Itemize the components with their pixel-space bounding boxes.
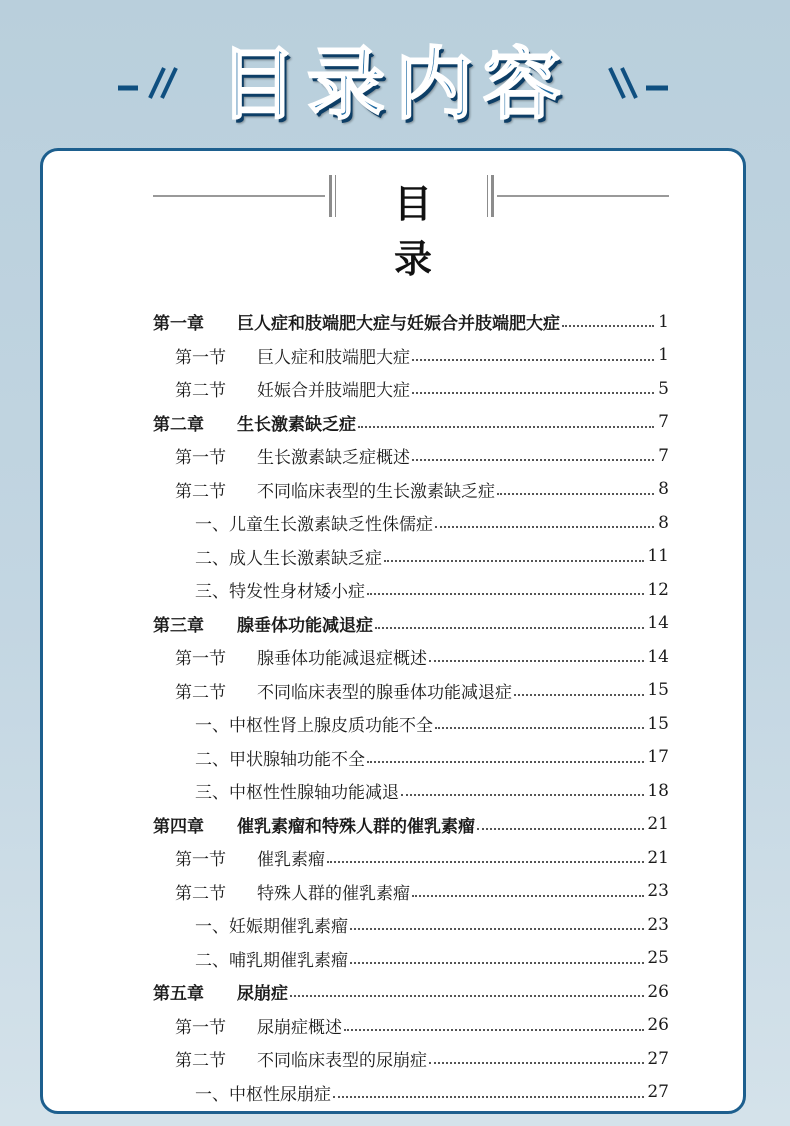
- toc-entry-label: [175, 644, 427, 669]
- toc-entry-item: [153, 707, 669, 741]
- toc-entry-item: [153, 908, 669, 942]
- dot-leader: [477, 827, 644, 830]
- toc-entry-number: 第二节: [175, 883, 226, 904]
- toc-entry-page: 25: [647, 948, 669, 969]
- header-bar: [335, 175, 336, 217]
- banner-title: 目录内容: [218, 40, 571, 130]
- toc-entry-title: 妊娠合并肢端肥大症: [257, 381, 410, 402]
- toc-entry-title: 巨人症和肢端肥大症与妊娠合并肢端肥大症: [237, 314, 560, 335]
- toc-entry-page: 23: [647, 914, 669, 935]
- toc-entry-item: [153, 942, 669, 976]
- toc-entry-title: 腺垂体功能减退症概述: [257, 649, 427, 670]
- toc-entry-title: 催乳素瘤: [257, 850, 325, 871]
- toc-entry-label: [195, 711, 433, 736]
- toc-entry-chapter: [153, 808, 669, 842]
- toc-entry-title: 特发性身材矮小症: [229, 582, 365, 603]
- toc-entry-label: [153, 611, 373, 636]
- toc-entry-page: 18: [647, 780, 669, 801]
- toc-entry-section: [153, 875, 669, 909]
- toc-entry-page: 1: [658, 345, 669, 366]
- header-rule-right: [497, 195, 669, 197]
- toc-entry-page: 17: [647, 747, 669, 768]
- toc-entry-title: 尿崩症: [237, 984, 288, 1005]
- toc-entry-number: 第五章: [153, 984, 204, 1005]
- toc-entry-number: 第一节: [175, 1017, 226, 1038]
- toc-entry-number: 二、: [195, 548, 229, 569]
- toc-entry-chapter: [153, 975, 669, 1009]
- toc-entry-label: [175, 376, 410, 401]
- toc-entry-page: 23: [647, 881, 669, 902]
- toc-entry-page: 8: [658, 479, 669, 500]
- toc-entry-page: 5: [658, 378, 669, 399]
- toc-entry-number: 第二节: [175, 1051, 226, 1072]
- toc-entry-label: [195, 544, 382, 569]
- toc-entry-page: 15: [647, 680, 669, 701]
- toc-entry-label: [195, 912, 348, 937]
- toc-entry-page: 14: [647, 613, 669, 634]
- toc-entry-label: [195, 1080, 331, 1105]
- toc-entry-number: 第一节: [175, 649, 226, 670]
- toc-entry-section: [153, 640, 669, 674]
- dot-leader: [429, 1061, 644, 1064]
- toc-entry-number: 二、: [195, 950, 229, 971]
- banner: [0, 18, 790, 128]
- dot-leader: [429, 659, 644, 662]
- dot-leader: [514, 693, 644, 696]
- toc-entry-number: 第二章: [153, 414, 204, 435]
- toc-entry-number: 第二节: [175, 381, 226, 402]
- toc-entry-title: 催乳素瘤和特殊人群的催乳素瘤: [237, 816, 475, 837]
- toc-entry-item: [153, 774, 669, 808]
- dot-leader: [344, 1028, 644, 1031]
- toc-entry-item: [153, 540, 669, 574]
- toc-entry-title: 成人生长激素缺乏症: [229, 548, 382, 569]
- toc-entry-item: [153, 506, 669, 540]
- toc-entry-title: 妊娠期催乳素瘤: [229, 917, 348, 938]
- right-slash-decoration: [604, 66, 668, 100]
- toc-entry-label: [153, 410, 356, 435]
- toc-entry-label: [153, 979, 288, 1004]
- toc-entry-title: 腺垂体功能减退症: [237, 615, 373, 636]
- toc-entry-item: [153, 573, 669, 607]
- toc-entry-page: 27: [647, 1082, 669, 1103]
- dot-leader: [435, 726, 644, 729]
- dot-leader: [350, 961, 644, 964]
- toc-entry-title: 特殊人群的催乳素瘤: [257, 883, 410, 904]
- toc-entry-section: [153, 473, 669, 507]
- toc-entry-label: [175, 678, 512, 703]
- toc-entry-number: 一、: [195, 515, 229, 536]
- card-title: 目 录: [393, 181, 472, 281]
- toc-entry-number: 一、: [195, 716, 229, 737]
- toc-entry-label: [175, 1046, 427, 1071]
- toc-entry-label: [195, 946, 348, 971]
- dot-leader: [333, 1095, 644, 1098]
- toc-entry-page: 26: [647, 1015, 669, 1036]
- toc-entry-title: 哺乳期催乳素瘤: [229, 950, 348, 971]
- dot-leader: [290, 994, 644, 997]
- toc-entry-page: 21: [647, 814, 669, 835]
- card-header: [153, 173, 669, 281]
- toc-entry-section: [153, 339, 669, 373]
- toc-entry-title: 生长激素缺乏症: [237, 414, 356, 435]
- toc-entry-section: [153, 439, 669, 473]
- dot-leader: [384, 559, 644, 562]
- toc-entry-page: 26: [647, 981, 669, 1002]
- toc-entry-label: [195, 510, 433, 535]
- toc-entry-page: 21: [647, 847, 669, 868]
- dot-leader: [435, 525, 654, 528]
- toc-entry-number: 二、: [195, 749, 229, 770]
- dot-leader: [412, 458, 654, 461]
- toc-entry-label: [195, 778, 399, 803]
- toc-entry-title: 儿童生长激素缺乏性侏儒症: [229, 515, 433, 536]
- dot-leader: [497, 492, 654, 495]
- toc-entry-label: [175, 1013, 342, 1038]
- header-rule-left: [153, 195, 325, 197]
- toc-entry-section: [153, 841, 669, 875]
- toc-entry-number: 第一节: [175, 347, 226, 368]
- toc-entry-label: [175, 343, 410, 368]
- toc-entry-section: [153, 674, 669, 708]
- toc-entry-title: 生长激素缺乏症概述: [257, 448, 410, 469]
- toc-entry-page: 7: [658, 412, 669, 433]
- toc-entry-chapter: [153, 607, 669, 641]
- toc-entry-chapter: [153, 406, 669, 440]
- toc-entry-number: 第四章: [153, 816, 204, 837]
- toc-entry-title: 不同临床表型的腺垂体功能减退症: [257, 682, 512, 703]
- header-bar: [491, 175, 494, 217]
- toc-entry-item: [153, 741, 669, 775]
- toc-entry-section: [153, 1009, 669, 1043]
- toc-entry-label: [175, 443, 410, 468]
- toc-entry-number: 三、: [195, 783, 229, 804]
- toc-entry-label: [195, 745, 365, 770]
- toc-entry-title: 甲状腺轴功能不全: [229, 749, 365, 770]
- toc-entry-label: [153, 812, 475, 837]
- toc-entry-number: 第一节: [175, 850, 226, 871]
- toc-entry-section: [153, 1042, 669, 1076]
- table-of-contents: [153, 305, 669, 1109]
- toc-entry-number: 第一节: [175, 448, 226, 469]
- toc-entry-page: 14: [647, 646, 669, 667]
- header-bar: [329, 175, 332, 217]
- dot-leader: [401, 793, 644, 796]
- toc-entry-label: [195, 577, 365, 602]
- toc-entry-title: 尿崩症概述: [257, 1017, 342, 1038]
- dot-leader: [367, 592, 644, 595]
- toc-entry-item: [153, 1076, 669, 1110]
- dot-leader: [358, 425, 654, 428]
- toc-entry-number: 一、: [195, 1084, 229, 1105]
- toc-entry-number: 第二节: [175, 682, 226, 703]
- toc-entry-page: 8: [658, 512, 669, 533]
- toc-entry-page: 1: [658, 311, 669, 332]
- toc-entry-label: [175, 879, 410, 904]
- toc-entry-page: 27: [647, 1048, 669, 1069]
- toc-entry-title: 中枢性肾上腺皮质功能不全: [229, 716, 433, 737]
- toc-entry-page: 12: [647, 579, 669, 600]
- toc-entry-number: 第一章: [153, 314, 204, 335]
- toc-entry-number: 三、: [195, 582, 229, 603]
- toc-entry-page: 7: [658, 445, 669, 466]
- toc-entry-title: 巨人症和肢端肥大症: [257, 347, 410, 368]
- toc-entry-chapter: [153, 305, 669, 339]
- toc-entry-title: 中枢性尿崩症: [229, 1084, 331, 1105]
- toc-entry-label: [175, 845, 325, 870]
- toc-entry-number: 第二节: [175, 481, 226, 502]
- dot-leader: [562, 324, 654, 327]
- toc-entry-label: [175, 477, 495, 502]
- toc-entry-title: 中枢性性腺轴功能减退: [229, 783, 399, 804]
- toc-entry-page: 11: [647, 546, 669, 567]
- dot-leader: [375, 626, 644, 629]
- dot-leader: [412, 391, 654, 394]
- toc-card: [40, 148, 746, 1114]
- header-bar: [487, 175, 488, 217]
- dot-leader: [327, 860, 644, 863]
- toc-entry-section: [153, 372, 669, 406]
- dot-leader: [350, 927, 644, 930]
- dot-leader: [412, 894, 644, 897]
- toc-entry-title: 不同临床表型的生长激素缺乏症: [257, 481, 495, 502]
- dot-leader: [412, 358, 654, 361]
- dot-leader: [367, 760, 644, 763]
- toc-entry-number: 一、: [195, 917, 229, 938]
- toc-entry-page: 15: [647, 713, 669, 734]
- toc-entry-label: [153, 309, 560, 334]
- toc-entry-title: 不同临床表型的尿崩症: [257, 1051, 427, 1072]
- toc-entry-number: 第三章: [153, 615, 204, 636]
